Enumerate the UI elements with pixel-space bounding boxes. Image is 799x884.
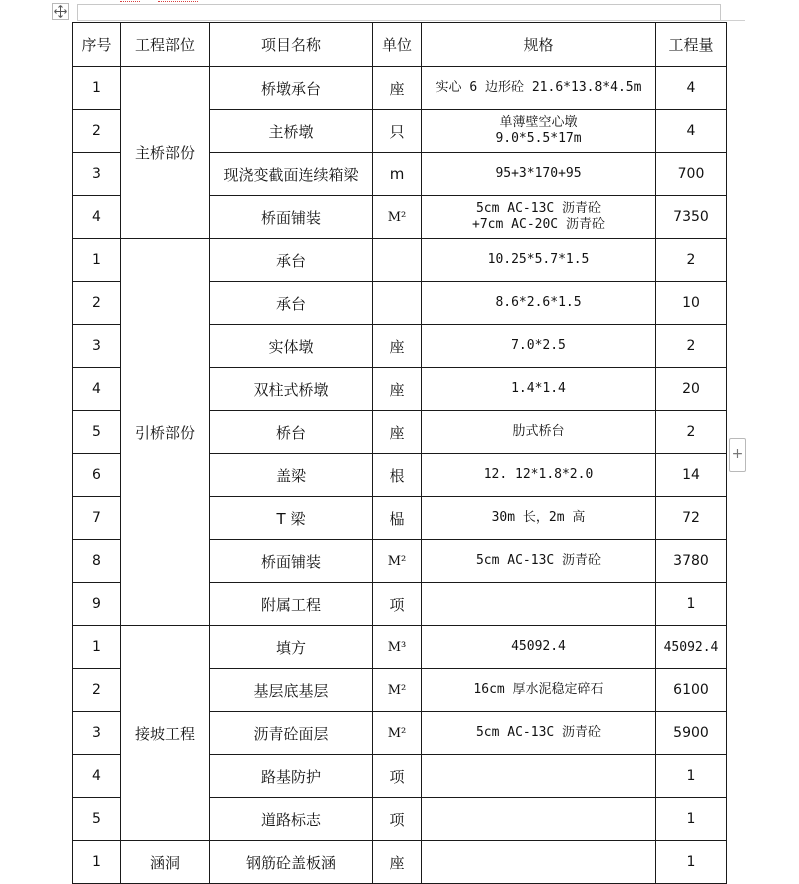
table-move-handle[interactable] [52,3,69,20]
unit-cell: 项 [373,798,422,841]
row-number: 3 [73,712,121,755]
row-number: 2 [73,669,121,712]
row-number: 4 [73,755,121,798]
spec-line: 9.0*5.5*17m [495,131,582,146]
spec-cell: 7.0*2.5 [422,325,656,368]
spec-cell: 10.25*5.7*1.5 [422,239,656,282]
item-name: 承台 [210,282,373,325]
spec-cell: 30m 长，2m 高 [422,497,656,540]
quantity-cell: 4 [656,67,727,110]
spec-cell [422,798,656,841]
quantity-cell: 2 [656,411,727,454]
quantity-cell: 2 [656,325,727,368]
spec-cell: 95+3*170+95 [422,153,656,196]
spec-cell: 5cm AC-13C 沥青砼 [422,712,656,755]
section-name: 引桥部份 [121,239,210,626]
item-name: 实体墩 [210,325,373,368]
unit-cell: 座 [373,325,422,368]
item-name: 钢筋砼盖板涵 [210,841,373,884]
spec-cell [422,583,656,626]
spec-line: +7cm AC-20C 沥青砼 [472,217,605,232]
row-number: 2 [73,110,121,153]
row-number: 6 [73,454,121,497]
spec-cell [422,110,656,153]
header-cell: 工程量 [656,23,727,67]
item-name: 桥面铺装 [210,540,373,583]
header-row [73,23,727,67]
quantity-cell: 4 [656,110,727,153]
header-cell: 序号 [73,23,121,67]
quantity-cell: 1 [656,841,727,884]
item-name: 主桥墩 [210,110,373,153]
item-name: 基层底基层 [210,669,373,712]
row-number: 4 [73,196,121,239]
table-row [73,626,727,669]
header-cell: 单位 [373,23,422,67]
quantity-cell: 7350 [656,196,727,239]
row-number: 1 [73,841,121,884]
quantity-cell: 700 [656,153,727,196]
unit-cell: 根 [373,454,422,497]
quantity-table [72,22,727,884]
unit-cell: M² [373,196,422,239]
row-number: 4 [73,368,121,411]
unit-cell: m [373,153,422,196]
header-cell: 项目名称 [210,23,373,67]
unit-cell: 座 [373,67,422,110]
unit-cell [373,282,422,325]
spec-cell: 8.6*2.6*1.5 [422,282,656,325]
plus-icon: + [731,446,744,462]
unit-cell: M³ [373,626,422,669]
move-handle-icon [54,5,67,18]
row-number: 5 [73,411,121,454]
item-name: 路基防护 [210,755,373,798]
quantity-cell: 14 [656,454,727,497]
quantity-cell: 45092.4 [656,626,727,669]
row-number: 5 [73,798,121,841]
table-row [73,67,727,110]
row-number: 3 [73,325,121,368]
quantity-cell: 72 [656,497,727,540]
add-column-button[interactable] [729,438,746,472]
item-name: 双柱式桥墩 [210,368,373,411]
unit-cell: 座 [373,841,422,884]
spec-line: 5cm AC-13C 沥青砼 [475,201,602,216]
item-name: 桥台 [210,411,373,454]
spec-cell: 12. 12*1.8*2.0 [422,454,656,497]
row-number: 9 [73,583,121,626]
unit-cell: M² [373,540,422,583]
unit-cell: M² [373,669,422,712]
row-number: 7 [73,497,121,540]
item-name: 桥墩承台 [210,67,373,110]
table-row [73,841,727,884]
spec-cell: 5cm AC-13C 沥青砼 [422,540,656,583]
unit-cell [373,239,422,282]
unit-cell: 项 [373,583,422,626]
quantity-cell: 6100 [656,669,727,712]
spec-cell: 16cm 厚水泥稳定碎石 [422,669,656,712]
item-name: T 梁 [210,497,373,540]
spec-cell [422,196,656,239]
spec-cell: 45092.4 [422,626,656,669]
unit-cell: 座 [373,368,422,411]
spec-cell: 1.4*1.4 [422,368,656,411]
item-name: 填方 [210,626,373,669]
item-name: 桥面铺装 [210,196,373,239]
section-name: 接坡工程 [121,626,210,841]
previous-table-edge [77,4,721,20]
quantity-cell: 3780 [656,540,727,583]
section-name: 涵洞 [121,841,210,884]
item-name: 现浇变截面连续箱梁 [210,153,373,196]
item-name: 盖梁 [210,454,373,497]
row-number: 1 [73,239,121,282]
quantity-cell: 1 [656,798,727,841]
row-number: 2 [73,282,121,325]
unit-cell: M² [373,712,422,755]
unit-cell: 榀 [373,497,422,540]
quantity-cell: 20 [656,368,727,411]
spec-cell: 肋式桥台 [422,411,656,454]
quantity-cell: 5900 [656,712,727,755]
item-name: 附属工程 [210,583,373,626]
item-name: 道路标志 [210,798,373,841]
spec-cell [422,841,656,884]
unit-cell: 座 [373,411,422,454]
quantity-cell: 1 [656,583,727,626]
spec-line: 单薄壁空心墩 [499,115,578,130]
quantity-cell: 2 [656,239,727,282]
spec-cell [422,755,656,798]
row-number: 8 [73,540,121,583]
unit-cell: 项 [373,755,422,798]
item-name: 沥青砼面层 [210,712,373,755]
row-number: 3 [73,153,121,196]
header-cell: 工程部位 [121,23,210,67]
row-number: 1 [73,626,121,669]
spellcheck-mark [120,1,140,3]
header-cell: 规格 [422,23,656,67]
quantity-cell: 10 [656,282,727,325]
unit-cell: 只 [373,110,422,153]
spec-cell: 实心 6 边形砼 21.6*13.8*4.5m [422,67,656,110]
table-row [73,239,727,282]
row-number: 1 [73,67,121,110]
quantity-cell: 1 [656,755,727,798]
spellcheck-mark [158,1,198,3]
page-rule [77,20,745,21]
item-name: 承台 [210,239,373,282]
section-name: 主桥部份 [121,67,210,239]
